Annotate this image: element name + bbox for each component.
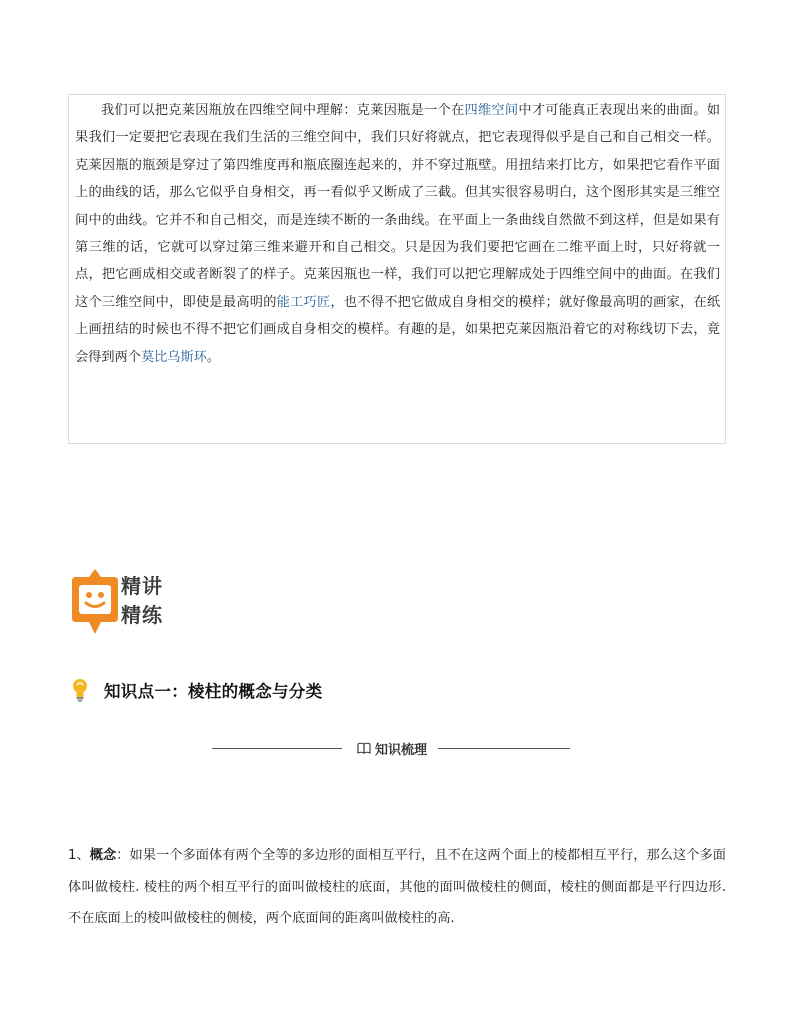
divider-line-left: [212, 748, 342, 749]
concept-label: 概念: [89, 848, 117, 863]
passage-text: 我们可以把克莱因瓶放在四维空间中理解：克莱因瓶是一个在: [101, 103, 465, 118]
logo-line-2: 精练: [121, 603, 163, 627]
concept-definition: [68, 840, 726, 935]
klein-bottle-passage-box: [68, 94, 726, 444]
concept-paragraph: [68, 840, 726, 935]
divider-label-group: [348, 737, 436, 759]
knowledge-point-heading: [68, 676, 322, 704]
knowledge-summary-divider: [212, 737, 570, 759]
knowledge-point-title: 知识点一：棱柱的概念与分类: [104, 682, 323, 701]
smiley-speech-bubble-icon: [70, 568, 120, 640]
passage-paragraph: [75, 97, 720, 371]
link-four-dimensional-space[interactable]: 四维空间: [464, 103, 519, 118]
link-skilled-craftsman[interactable]: 能工巧匠: [276, 294, 331, 310]
lightbulb-icon: [68, 677, 92, 703]
section-logo: [70, 568, 210, 642]
passage-text: 中才可能真正表现出来的曲面。如果我们一定要把它表现在我们生活的三维空间中，我们只好将就点，把它表现得似乎是自己和自己相交一样。克莱因瓶的瓶颈是穿过了第四维度再和瓶底圈连起来的，并不穿过瓶壁。用扭结来打比方，如果把它看作平面上的曲线的话，那么它似乎自身相交，再一看似乎又断成了三截。但其实很容易明白，这个图形其实是三维空间中的曲线。它并不和自己相交，而是连续不断的一条曲线。在平面上一条曲线自然做不到这样，但是如果有第三维的话，它就可以穿过第三维来避开和自己相交。只是因为我们要把它画在二维平面上时，只好将就一点，把它画成相交或者断裂了的样子。克莱因瓶也一样，我们可以把它理解成处于四维空间中的曲面。在我们这个三维空间中，即使是最高明的: [75, 103, 721, 310]
logo-line-1: 精讲: [121, 574, 163, 598]
book-icon: [357, 742, 371, 754]
logo-text: [121, 572, 163, 630]
link-mobius-strip[interactable]: 莫比乌斯环: [140, 349, 207, 365]
concept-text: ：如果一个多面体有两个全等的多边形的面相互平行，且不在这两个面上的棱都相互平行，那么这个多面体叫做棱柱. 棱柱的两个相互平行的面叫做棱柱的底面，其他的面叫做棱柱的侧面，棱柱的侧面都是平行四边形. 不在底面上的棱叫做棱柱的侧棱，两个底面间的距离叫做棱柱的高.: [68, 848, 726, 926]
concept-number: 1、: [68, 848, 90, 863]
divider-line-right: [438, 748, 570, 749]
passage-text: 。: [206, 349, 221, 365]
divider-label: 知识梳理: [374, 742, 427, 758]
passage-text: ，也不得不把它做成自身相交的模样；就好像最高明的画家，在纸上画扭结的时候也不得不把它们画成自身相交的模样。有趣的是，如果把克莱因瓶沿着它的对称线切下去，竟会得到两个: [75, 294, 721, 365]
